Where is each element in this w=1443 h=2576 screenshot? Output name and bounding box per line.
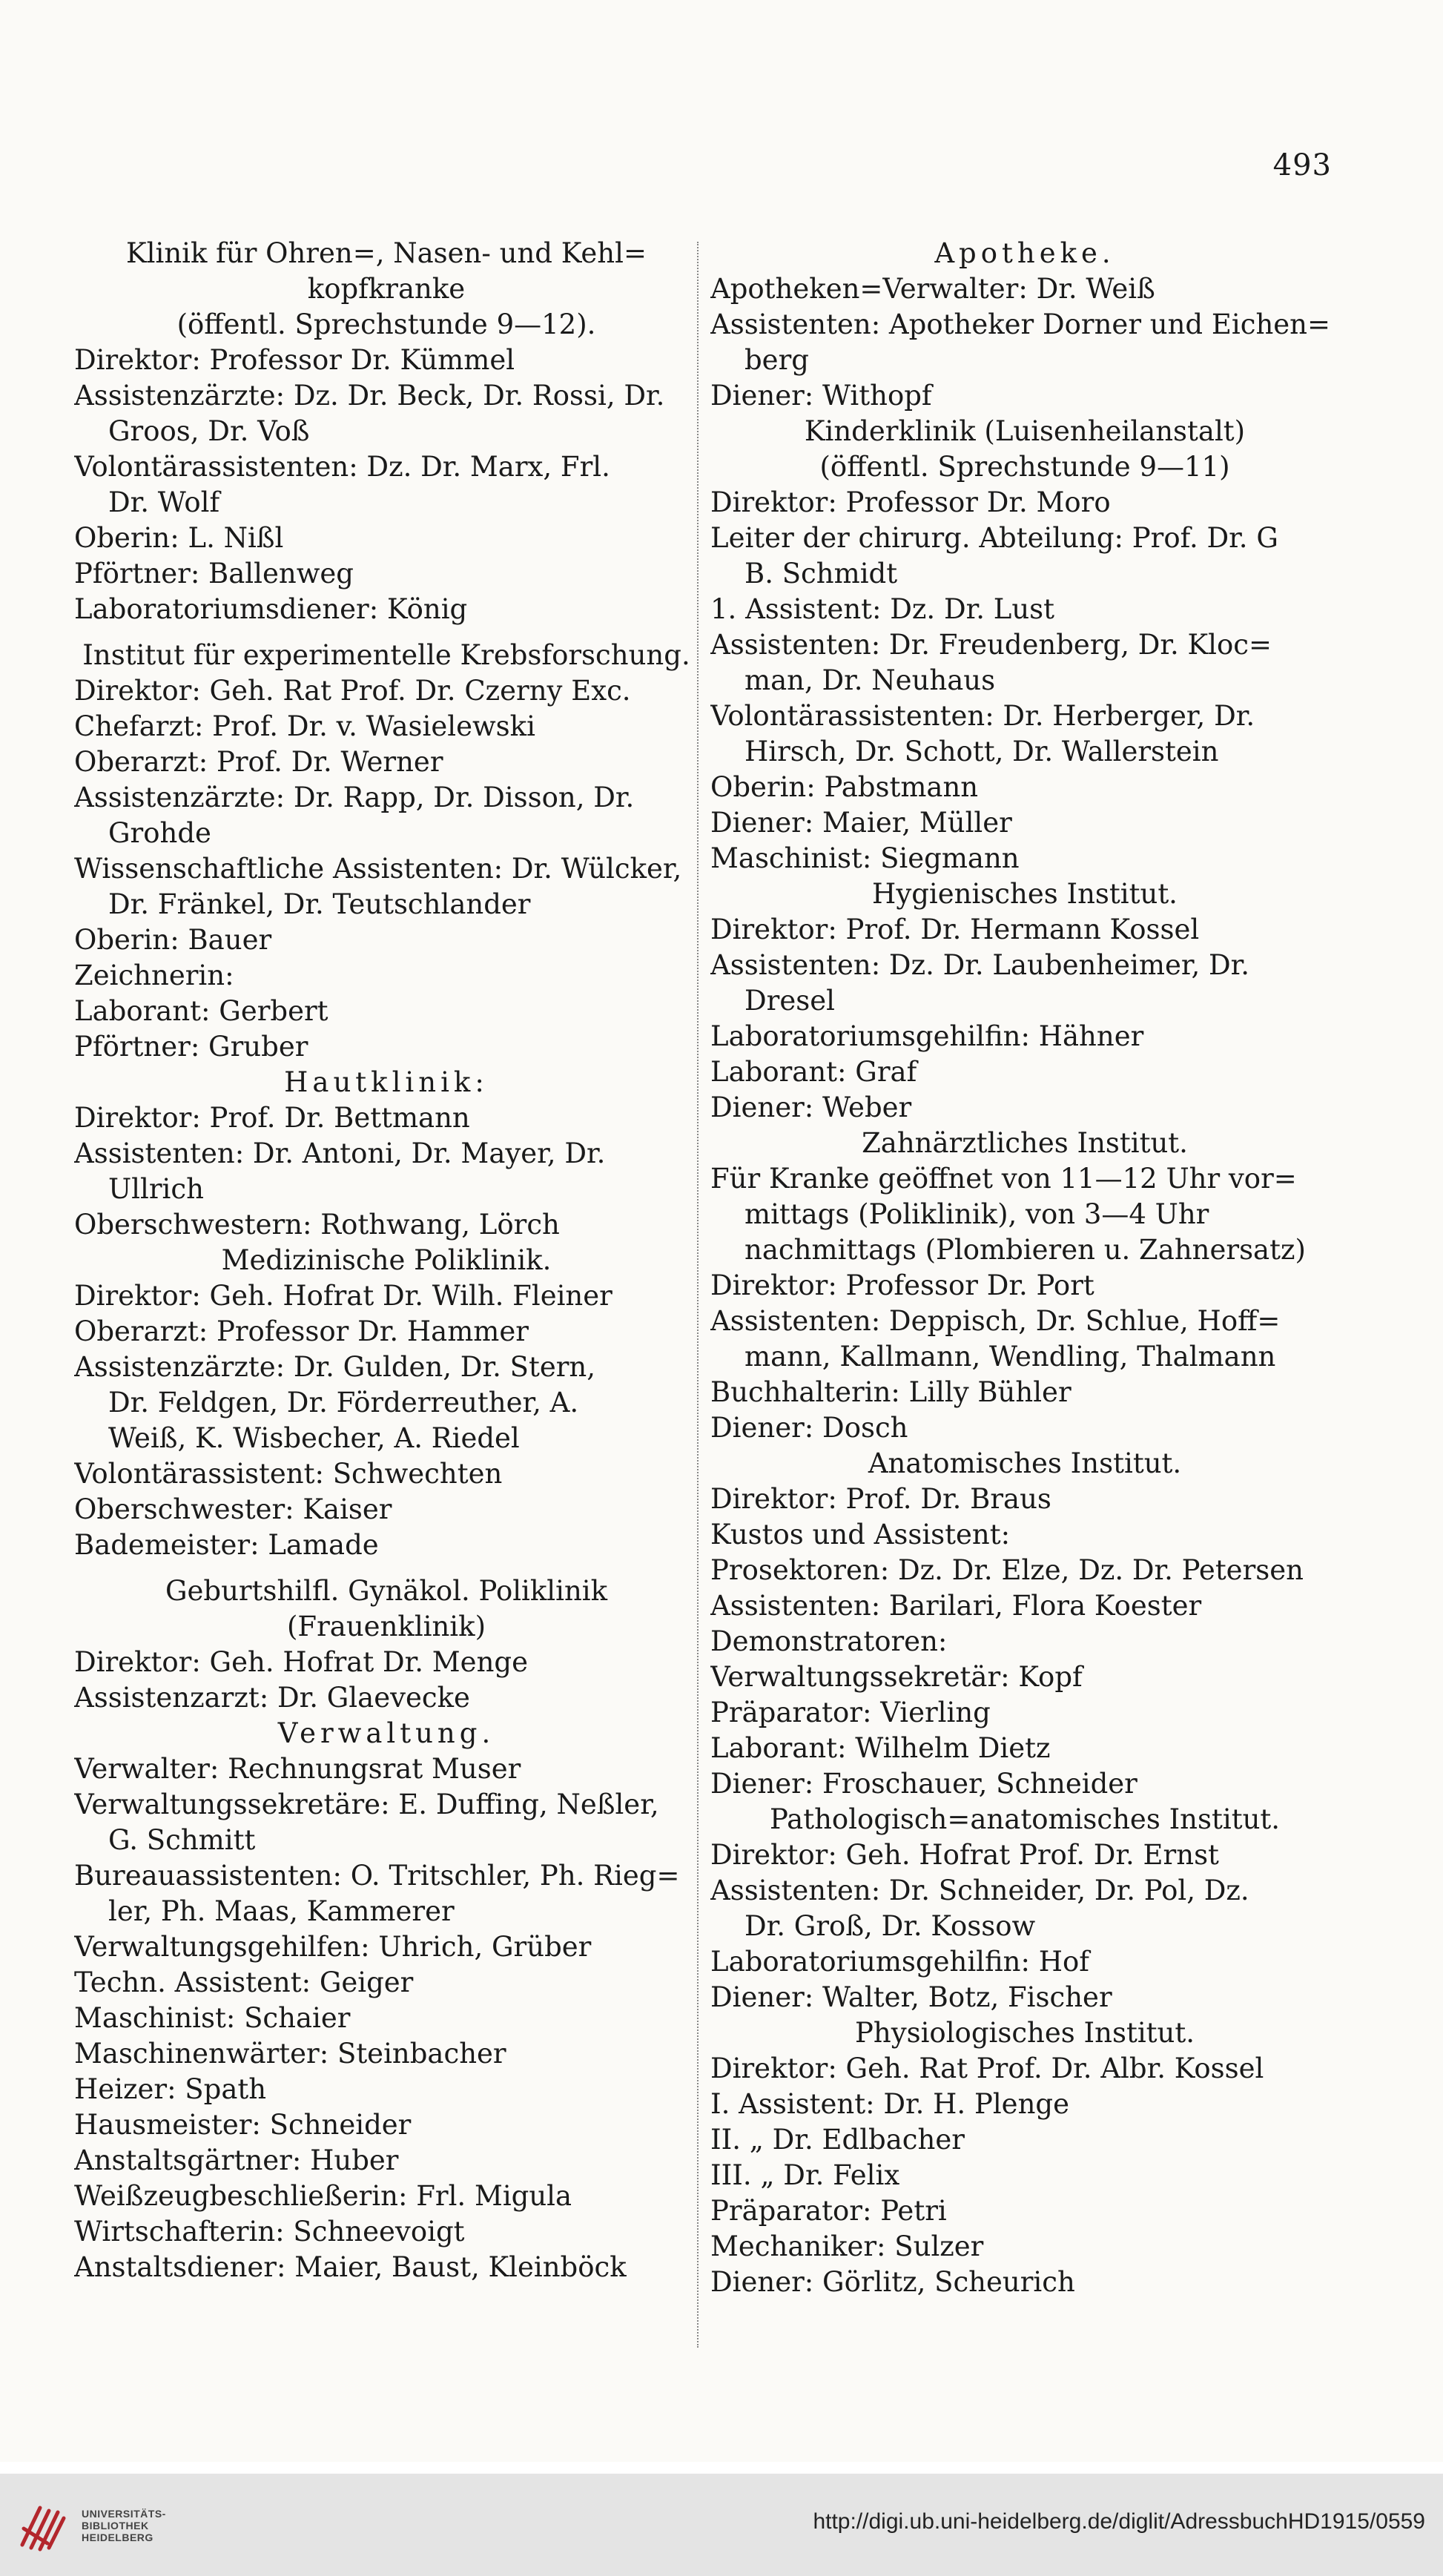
directory-entry: Volontärassistenten: Dr. Herberger, Dr. [710,700,1255,732]
directory-entry: Direktor: Professor Dr. Moro [710,486,1111,518]
entry-continuation: Weiß, K. Wisbecher, A. Riedel [108,1422,520,1454]
directory-entry: Verwaltungsgehilfen: Uhrich, Grüber [74,1931,592,1963]
directory-entry: Direktor: Prof. Dr. Braus [710,1483,1051,1515]
directory-entry: Assistenzarzt: Dr. Glaevecke [74,1682,470,1714]
directory-entry: 1. Assistent: Dz. Dr. Lust [710,593,1055,625]
entry-continuation: berg [744,344,809,376]
section-heading: Kinderklinik (Luisenheilanstalt) [804,415,1246,447]
directory-entry: Laborant: Graf [710,1056,917,1088]
directory-entry: Diener: Dosch [710,1412,908,1444]
directory-entry: Buchhalterin: Lilly Bühler [710,1376,1071,1408]
directory-entry: Laborant: Wilhelm Dietz [710,1732,1051,1764]
section-heading: (öffentl. Sprechstunde 9—11) [819,451,1230,483]
directory-entry: Oberschwester: Kaiser [74,1493,392,1525]
directory-entry: Bureauassistenten: O. Tritschler, Ph. Rieg= [74,1860,680,1892]
directory-entry: Direktor: Geh. Hofrat Dr. Wilh. Fleiner [74,1280,612,1312]
directory-entry: Pförtner: Ballenweg [74,558,354,589]
entry-continuation: mann, Kallmann, Wendling, Thalmann [744,1341,1276,1373]
footer-bar [0,2474,1443,2576]
directory-entry: Direktor: Geh. Hofrat Prof. Dr. Ernst [710,1839,1219,1871]
directory-entry: Direktor: Prof. Dr. Hermann Kossel [710,914,1200,945]
directory-entry: Oberschwestern: Rothwang, Lörch [74,1209,560,1241]
library-logo[interactable] [18,2493,196,2557]
page-number: 493 [1272,148,1332,182]
spacer [74,1563,699,1573]
section-heading: Anatomisches Institut. [868,1447,1182,1479]
library-name: UNIVERSITÄTS- BIBLIOTHEK HEIDELBERG [82,2508,166,2543]
entry-continuation: Grohde [108,817,211,849]
directory-entry: Assistenzärzte: Dr. Rapp, Dr. Disson, Dr. [74,782,635,813]
directory-entry: III. „ Dr. Felix [710,2159,900,2191]
directory-entry: Kustos und Assistent: [710,1519,1011,1550]
right-column [710,236,1339,2300]
entry-continuation: nachmittags (Plombieren u. Zahnersatz) [744,1234,1306,1266]
entry-continuation: Ullrich [108,1173,204,1205]
column-divider [697,242,699,2348]
entry-continuation: mittags (Poliklinik), von 3—4 Uhr [744,1198,1209,1230]
directory-entry: Wirtschafterin: Schneevoigt [74,2216,465,2248]
section-heading: Geburtshilfl. Gynäkol. Poliklinik [165,1575,608,1607]
left-column [74,236,699,2285]
directory-entry: Volontärassistent: Schwechten [74,1458,503,1490]
directory-entry: Direktor: Geh. Rat Prof. Dr. Albr. Kossel [710,2052,1264,2084]
directory-entry: Oberin: L. Nißl [74,522,284,554]
directory-entry: Apotheken=Verwalter: Dr. Weiß [710,273,1155,305]
directory-entry: Bademeister: Lamade [74,1529,379,1561]
directory-entry: Assistenten: Dz. Dr. Laubenheimer, Dr. [710,949,1250,981]
section-heading: Verwaltung. [277,1717,495,1749]
section-heading: Institut für experimentelle Krebsforschung. [82,639,690,671]
directory-entry: Assistenten: Dr. Antoni, Dr. Mayer, Dr. [74,1137,606,1169]
directory-entry: Verwaltungssekretäre: E. Duffing, Neßler, [74,1789,659,1820]
section-heading: Hygienisches Institut. [872,878,1178,910]
section-heading: Pathologisch=anatomisches Institut. [769,1803,1281,1835]
section-heading: Klinik für Ohren=, Nasen- und Kehl= [126,237,647,269]
section-heading: (öffentl. Sprechstunde 9—12). [176,308,596,340]
directory-entry: Diener: Walter, Botz, Fischer [710,1981,1112,2013]
directory-entry: Volontärassistenten: Dz. Dr. Marx, Frl. [74,451,610,483]
entry-continuation: man, Dr. Neuhaus [744,664,996,696]
directory-entry: Oberin: Bauer [74,924,272,956]
directory-entry: Direktor: Prof. Dr. Bettmann [74,1102,470,1134]
spacer [74,627,699,638]
directory-entry: Oberarzt: Professor Dr. Hammer [74,1315,529,1347]
section-heading: Zahnärztliches Institut. [862,1127,1188,1159]
directory-entry: Oberin: Pabstmann [710,771,979,803]
directory-entry: Verwalter: Rechnungsrat Muser [74,1753,521,1785]
directory-entry: Diener: Weber [710,1092,912,1123]
directory-entry: Direktor: Geh. Hofrat Dr. Menge [74,1646,528,1678]
directory-entry: Chefarzt: Prof. Dr. v. Wasielewski [74,710,535,742]
section-heading: Medizinische Poliklinik. [221,1244,552,1276]
entry-continuation: Groos, Dr. Voß [108,415,310,447]
directory-entry: I. Assistent: Dr. H. Plenge [710,2088,1069,2120]
library-seal-icon [18,2499,71,2552]
entry-continuation: Hirsch, Dr. Schott, Dr. Wallerstein [744,736,1219,767]
directory-entry: Demonstratoren: [710,1625,948,1657]
directory-entry: Maschinist: Siegmann [710,842,1020,874]
directory-entry: Anstaltsdiener: Maier, Baust, Kleinböck [74,2251,627,2283]
section-heading: (Frauenklinik) [286,1611,486,1642]
directory-entry: Assistenzärzte: Dz. Dr. Beck, Dr. Rossi, Dr. [74,380,665,412]
directory-entry: Pförtner: Gruber [74,1031,308,1063]
directory-entry: Für Kranke geöffnet von 11—12 Uhr vor= [710,1163,1297,1195]
section-heading: Apotheke. [934,237,1115,269]
directory-entry: Diener: Withopf [710,380,932,412]
directory-entry: Assistenten: Dr. Schneider, Dr. Pol, Dz. [710,1875,1249,1906]
directory-entry: Präparator: Petri [710,2195,947,2227]
directory-entry: Weißzeugbeschließerin: Frl. Migula [74,2180,572,2212]
directory-entry: Wissenschaftliche Assistenten: Dr. Wülcker, [74,853,682,885]
directory-entry: Direktor: Professor Dr. Kümmel [74,344,515,376]
directory-entry: Leiter der chirurg. Abteilung: Prof. Dr. G [710,522,1278,554]
directory-entry: Maschinenwärter: Steinbacher [74,2038,506,2070]
directory-entry: Maschinist: Schaier [74,2002,351,2034]
directory-entry: Anstaltsgärtner: Huber [74,2144,399,2176]
entry-continuation: B. Schmidt [744,558,898,589]
entry-continuation: Dr. Fränkel, Dr. Teutschlander [108,888,531,920]
directory-entry: Mechaniker: Sulzer [710,2230,984,2262]
entry-continuation: Dr. Wolf [108,486,220,518]
section-heading: Hautklinik: [284,1066,489,1098]
entry-continuation: Dr. Feldgen, Dr. Förderreuther, A. [108,1387,579,1419]
entry-continuation: G. Schmitt [108,1824,256,1856]
directory-entry: Zeichnerin: [74,960,234,991]
directory-entry: Assistenten: Apotheker Dorner und Eichen= [710,308,1331,340]
directory-entry: Laboratoriumsgehilfin: Hof [710,1946,1089,1978]
entry-continuation: Dresel [744,985,835,1017]
entry-continuation: ler, Ph. Maas, Kammerer [108,1895,455,1927]
directory-entry: Verwaltungssekretär: Kopf [710,1661,1083,1693]
directory-entry: Oberarzt: Prof. Dr. Werner [74,746,443,778]
section-heading: Physiologisches Institut. [854,2017,1195,2049]
directory-entry: Assistenten: Deppisch, Dr. Schlue, Hoff= [710,1305,1281,1337]
directory-entry: Diener: Görlitz, Scheurich [710,2266,1075,2298]
source-url-link[interactable]: http://digi.ub.uni-heidelberg.de/diglit/AdressbuchHD1915/0559 [813,2509,1425,2534]
directory-entry: Laborant: Gerbert [74,995,328,1027]
directory-entry: Direktor: Professor Dr. Port [710,1269,1094,1301]
directory-entry: Diener: Froschauer, Schneider [710,1768,1137,1800]
directory-entry: Assistenten: Dr. Freudenberg, Dr. Kloc= [710,629,1272,661]
directory-entry: Laboratoriumsgehilfin: Hähner [710,1020,1144,1052]
directory-entry: Heizer: Spath [74,2073,267,2105]
directory-entry: Direktor: Geh. Rat Prof. Dr. Czerny Exc. [74,675,631,707]
directory-entry: Techn. Assistent: Geiger [74,1966,414,1998]
directory-entry: Assistenten: Barilari, Flora Koester [710,1590,1202,1622]
directory-entry: Präparator: Vierling [710,1697,991,1728]
entry-continuation: Dr. Groß, Dr. Kossow [744,1910,1036,1942]
directory-entry: Laboratoriumsdiener: König [74,593,468,625]
section-heading: kopfkranke [307,273,466,305]
directory-entry: Diener: Maier, Müller [710,807,1012,839]
directory-entry: Hausmeister: Schneider [74,2109,412,2141]
directory-entry: Prosektoren: Dz. Dr. Elze, Dz. Dr. Petersen [710,1554,1304,1586]
directory-entry: Assistenzärzte: Dr. Gulden, Dr. Stern, [74,1351,595,1383]
directory-entry: II. „ Dr. Edlbacher [710,2124,965,2156]
